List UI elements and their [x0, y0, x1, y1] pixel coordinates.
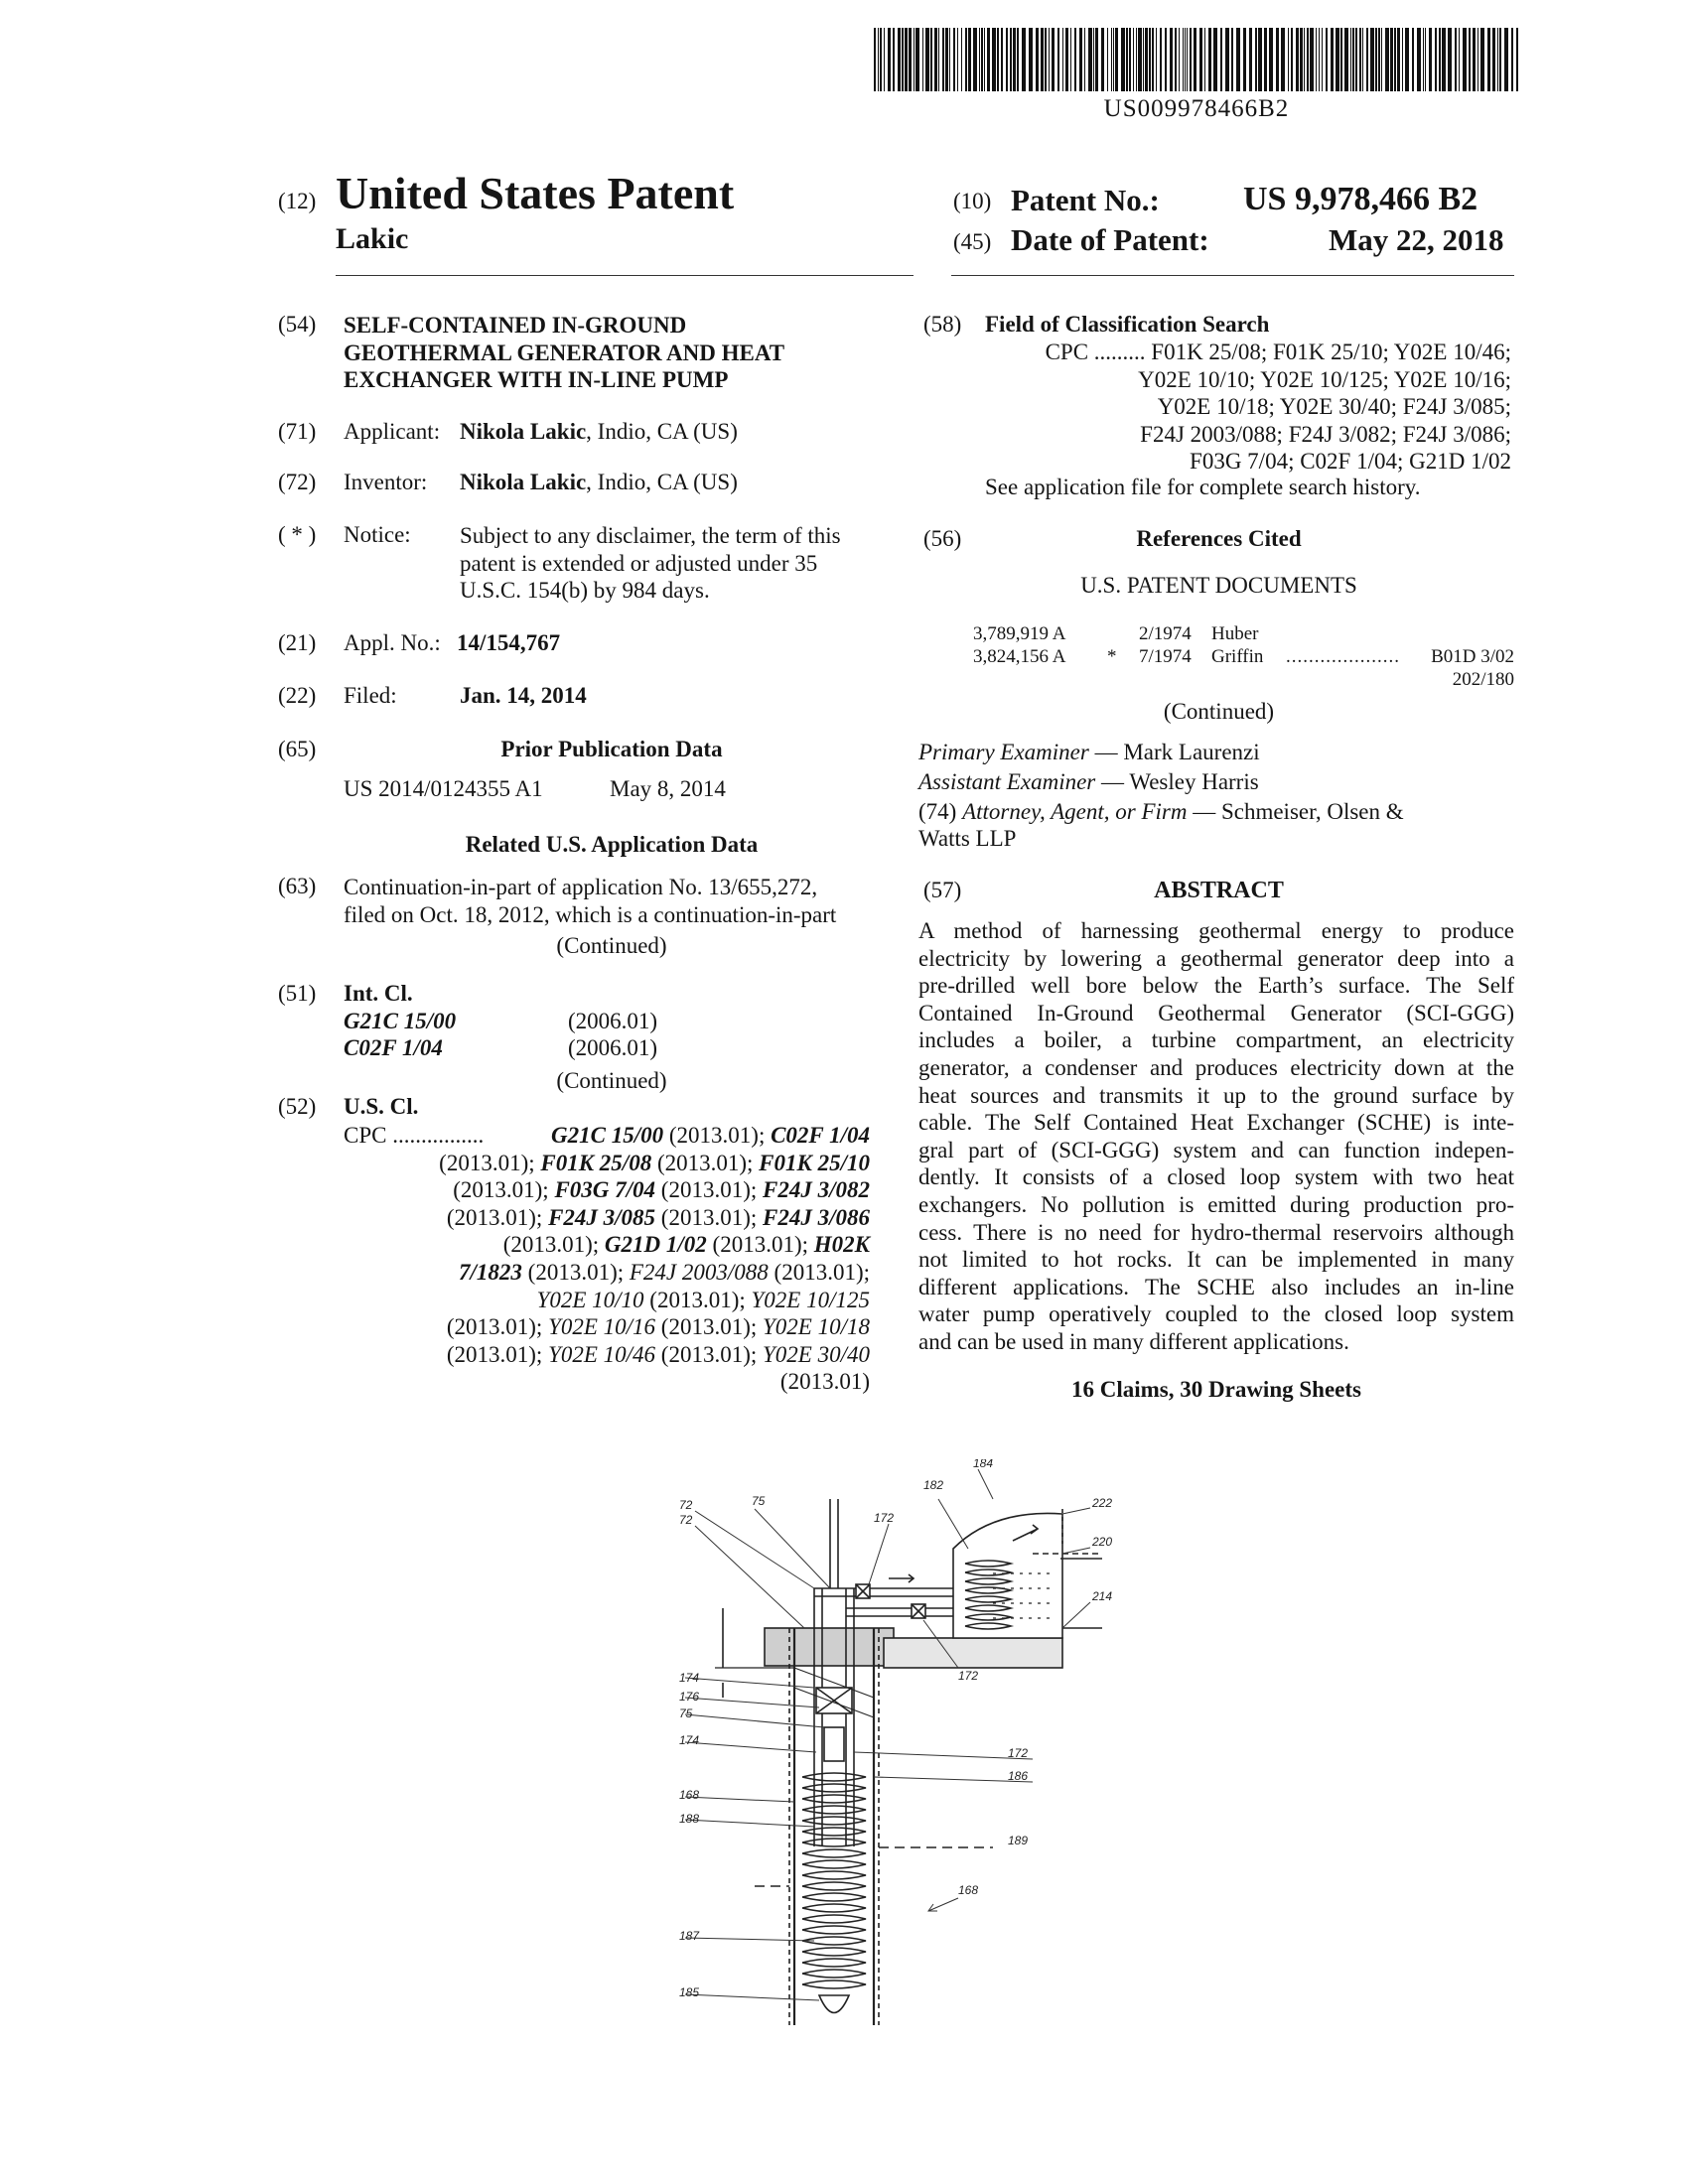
label-185: 185 [679, 1985, 700, 1999]
appl-no: 14/154,767 [457, 630, 561, 655]
cpc-classification: CPC ................ G21C 15/00 (2013.01); C02F 1/04 (2013.01); F01K 25/08 (2013.01); F01K 25/10 (2013.01); F03G 7/04 (2013.01); F24J 3/082 (2013.01); F24J 3/085 (2013.01); F24J 3/086 (2013.01); G21D 1/02 (2013.01); H02K 7/1823 (2013.01); F24J 2003/088 (2013.01); Y02E 10/10 (2013.01); Y02E 10/125 (2013.01); Y02E 10/16 (2013.01); Y02E 10/18 (2013.01); Y02E 10/46 (2013.01); Y02E 30/40 (2013.01) [344, 1123, 870, 1395]
abstract-line: electricity by lowering a geothermal generator deep into a [918, 945, 1514, 971]
continuation-text: Continuation-in-part of application No. 13/655,272, filed on Oct. 18, 2012, which is a continuation-in-part [344, 875, 837, 927]
label-189: 189 [1008, 1834, 1029, 1847]
label-168a: 168 [679, 1788, 700, 1802]
code-12: (12) [278, 189, 317, 213]
code-56: (56) [923, 526, 962, 551]
code-45: (45) [953, 229, 992, 254]
label-186: 186 [1008, 1769, 1029, 1783]
code-notice: ( * ) [278, 522, 317, 547]
refs-heading: References Cited [1136, 526, 1302, 551]
abstract-line: gral part of (SCI-GGG) system and can function indepen- [918, 1137, 1514, 1162]
code-57: (57) [923, 878, 962, 902]
int-cl-code-1: G21C 15/00 [344, 1009, 457, 1033]
abstract-line: heat sources and transmits it up to the ground surface by [918, 1082, 1514, 1108]
search-history: See application file for complete search history. [985, 475, 1421, 499]
patent-title: United States Patent [336, 168, 735, 218]
applicant-label: Applicant: [344, 419, 441, 444]
int-cl-label: Int. Cl. [344, 981, 413, 1006]
header-rule-left [336, 275, 914, 276]
int-cl-version-2: (2006.01) [568, 1035, 658, 1060]
label-187: 187 [679, 1929, 700, 1943]
code-54: (54) [278, 312, 317, 337]
related-heading: Related U.S. Application Data [465, 832, 759, 857]
label-174a: 174 [679, 1671, 700, 1685]
notice-text: Subject to any disclaimer, the term of this patent is extended or adjusted under 35 U.S.C. 154(b) by 984 days. [460, 523, 841, 604]
assistant-examiner: Assistant Examiner — Wesley Harris [918, 769, 1259, 794]
representative-drawing [655, 1459, 1172, 2025]
filed-label: Filed: [344, 683, 397, 708]
abstract-line: dently. It consists of a closed loop system with two heat [918, 1164, 1514, 1190]
code-72: (72) [278, 470, 317, 494]
int-cl-version-1: (2006.01) [568, 1009, 658, 1033]
abstract-line: cess. There is no need for hydro-thermal reservoirs although [918, 1219, 1514, 1245]
attorney: (74) Attorney, Agent, or Firm — Schmeiser, Olsen & [918, 799, 1404, 824]
claims-sheets: 16 Claims, 30 Drawing Sheets [1071, 1377, 1361, 1402]
code-21: (21) [278, 630, 317, 655]
invention-title: SELF-CONTAINED IN-GROUND GEOTHERMAL GENERATOR AND HEAT EXCHANGER WITH IN-LINE PUMP [344, 313, 785, 393]
label-222: 222 [1092, 1496, 1113, 1510]
barcode [874, 28, 1519, 95]
notice-label: Notice: [344, 522, 411, 547]
code-65: (65) [278, 737, 317, 761]
patent-date: May 22, 2018 [1329, 222, 1504, 257]
code-71: (71) [278, 419, 317, 444]
appl-no-label: Appl. No.: [344, 630, 441, 655]
date-label: Date of Patent: [1011, 222, 1209, 257]
code-52: (52) [278, 1094, 317, 1119]
label-168b: 168 [958, 1883, 979, 1897]
patent-no: US 9,978,466 B2 [1243, 181, 1478, 217]
abstract-line: includes a boiler, a turbine compartment, an electricity [918, 1027, 1514, 1053]
code-10: (10) [953, 189, 992, 213]
code-51: (51) [278, 981, 317, 1006]
label-184: 184 [973, 1459, 994, 1470]
code-22: (22) [278, 683, 317, 708]
abstract-line: water pump operatively coupled to the closed loop system [918, 1301, 1514, 1327]
label-220: 220 [1092, 1535, 1113, 1549]
label-214: 214 [1092, 1589, 1113, 1603]
prior-pub-heading: Prior Publication Data [500, 737, 723, 761]
field-heading: Field of Classification Search [985, 312, 1270, 337]
abstract-line: and can be used in many different applications. [918, 1328, 1349, 1354]
applicant: Nikola Lakic, Indio, CA (US) [460, 419, 738, 444]
label-72a: 72 [679, 1498, 693, 1512]
code-63: (63) [278, 874, 317, 898]
int-cl-code-2: C02F 1/04 [344, 1035, 443, 1060]
inventor-label: Inventor: [344, 470, 428, 494]
inventor-short: Lakic [336, 222, 409, 255]
code-58: (58) [923, 312, 962, 337]
prior-pub-date: May 8, 2014 [610, 776, 726, 801]
abstract-text [918, 917, 1514, 1356]
continued-2: (Continued) [556, 1068, 667, 1093]
label-172b: 172 [958, 1669, 979, 1683]
us-docs-heading: U.S. PATENT DOCUMENTS [1080, 573, 1357, 598]
header-rule-right [951, 275, 1514, 276]
abstract-line: generator, a condenser and produces electricity down at the [918, 1054, 1514, 1080]
primary-examiner: Primary Examiner — Mark Laurenzi [918, 740, 1260, 764]
abstract-line: cable. The Self Contained Heat Exchanger (SCHE) is inte- [918, 1110, 1514, 1136]
abstract-line: different applications. The SCHE also includes an in-line [918, 1274, 1514, 1299]
attorney-line2: Watts LLP [918, 826, 1017, 851]
continued-1: (Continued) [556, 933, 667, 958]
inventor: Nikola Lakic, Indio, CA (US) [460, 470, 738, 494]
label-174b: 174 [679, 1733, 700, 1747]
label-172c: 172 [1008, 1746, 1029, 1760]
abstract-heading: ABSTRACT [1154, 878, 1284, 903]
label-75a: 75 [752, 1494, 766, 1508]
patent-no-label: Patent No.: [1011, 183, 1160, 217]
abstract-line: pre-drilled well bore below the Earth’s surface. The Self [918, 973, 1514, 999]
prior-pub-no: US 2014/0124355 A1 [344, 776, 543, 801]
label-188: 188 [679, 1812, 700, 1826]
label-75b: 75 [679, 1706, 693, 1720]
abstract-line: Contained In-Ground Geothermal Generator (SCI-GGG) [918, 1000, 1514, 1025]
filed-date: Jan. 14, 2014 [460, 683, 587, 708]
abstract-line: not limited to hot rocks. It can be implemented in many [918, 1247, 1514, 1273]
abstract-line: A method of harnessing geothermal energy to produce [918, 918, 1514, 943]
continued-3: (Continued) [1163, 699, 1275, 724]
abstract-line: exchangers. No pollution is emitted during production pro- [918, 1191, 1514, 1217]
reference-row: 3,789,919 A 2/1974 Huber [973, 623, 1259, 644]
field-of-search: CPC ......... F01K 25/08; F01K 25/10; Y02E 10/46; Y02E 10/10; Y02E 10/125; Y02E 10/16; Y02E 10/18; Y02E 30/40; F24J 3/085; F24J 2003/088; F24J 3/082; F24J 3/086; F03G 7/04; C02F 1/04; G21D 1/02 [1045, 340, 1511, 475]
label-72b: 72 [679, 1513, 693, 1527]
us-cl-label: U.S. Cl. [344, 1094, 419, 1119]
reference-row: 3,824,156 A * 7/1974 Griffin .................... B01D 3/02 202/180 [973, 646, 1514, 690]
label-176: 176 [679, 1690, 700, 1704]
label-182: 182 [923, 1478, 944, 1492]
barcode-number: US009978466B2 [1103, 95, 1290, 122]
label-172a: 172 [874, 1511, 895, 1525]
